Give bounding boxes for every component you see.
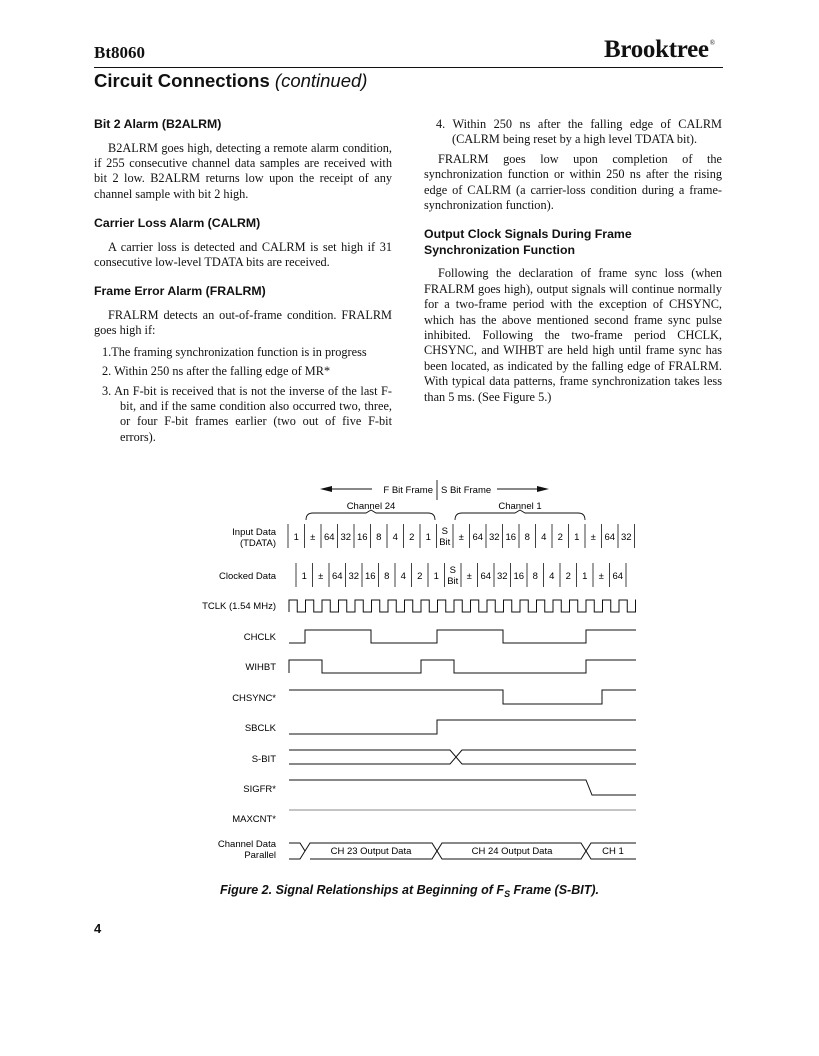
input-data-bit-label: 32 xyxy=(488,532,500,543)
clocked-data-bit-label: 1 xyxy=(301,571,307,582)
fralrm-conditions xyxy=(94,345,392,445)
clocked-data-bit-label: 1 xyxy=(582,571,588,582)
input-data-bit-label: 1 xyxy=(293,532,299,543)
wihbt-waveform xyxy=(289,660,636,673)
clocked-data-bit-label: 32 xyxy=(348,571,360,582)
caption-suffix: Frame (S-BIT). xyxy=(510,883,599,897)
chclk-label: CHCLK xyxy=(243,632,276,643)
input-data-bit-label: 4 xyxy=(541,532,547,543)
input-data-bit-label: Bit xyxy=(439,537,451,548)
clocked-data-bit-label: 1 xyxy=(433,571,439,582)
clocked-data-bit-label: 4 xyxy=(549,571,555,582)
list-item: 4. Within 250 ns after the falling edge of CALRM (CALRM being reset by a high level TDATA bit). xyxy=(436,117,722,147)
sbit-waveform xyxy=(289,750,636,764)
input-data-label: Input Data xyxy=(232,527,276,538)
channel-data-sublabel: Parallel xyxy=(244,850,276,861)
fralrm-section xyxy=(94,284,392,445)
header-rule xyxy=(94,67,723,68)
input-data-bit-label: 32 xyxy=(620,532,632,543)
frame-right-label: S Bit Frame xyxy=(441,485,492,496)
chsync-label: CHSYNC* xyxy=(232,693,276,704)
brand-logo xyxy=(604,36,715,64)
section-title xyxy=(94,70,367,92)
clocked-data-bit-label: 64 xyxy=(480,571,492,582)
output-clock-heading: Output Clock Signals During Frame Synchronization Function xyxy=(424,227,632,257)
bus-value-ch23: CH 23 Output Data xyxy=(330,846,412,857)
sigfr-waveform xyxy=(289,780,636,795)
waveforms xyxy=(289,630,636,859)
input-data-bit-label: 1 xyxy=(425,532,431,543)
sbclk-waveform xyxy=(289,720,636,734)
input-data-bit-label: 1 xyxy=(574,532,580,543)
clocked-data-bit-label: 64 xyxy=(612,571,624,582)
input-data-bit-label: ± xyxy=(590,532,596,543)
brand-name: Brooktree xyxy=(604,36,709,63)
clocked-data-bit-label: 32 xyxy=(496,571,508,582)
clocked-data-bit-label: ± xyxy=(598,571,604,582)
input-data-sublabel: (TDATA) xyxy=(239,538,276,549)
channel-left-label: Channel 24 xyxy=(346,501,396,512)
input-data-bit-label: 8 xyxy=(524,532,530,543)
registered-mark: ® xyxy=(709,38,715,47)
section-title-suffix: (continued) xyxy=(274,70,368,91)
left-column xyxy=(94,117,392,459)
input-data-bit-label: 4 xyxy=(392,532,398,543)
frame-arrow-left-head xyxy=(320,486,332,492)
input-data-bit-label: ± xyxy=(458,532,464,543)
caption-prefix: Figure 2. Signal Relationships at Beginning of F xyxy=(220,883,505,897)
sbclk-label: SBCLK xyxy=(244,723,276,734)
tclk-waveform xyxy=(289,600,636,612)
chclk-waveform xyxy=(289,630,636,643)
fralrm-body: FRALRM detects an out-of-frame condition. FRALRM goes high if: xyxy=(94,307,392,338)
input-data-bit-label: 32 xyxy=(340,532,352,543)
timing-diagram xyxy=(0,470,819,880)
list-item: 1.The framing synchronization function is in progress xyxy=(102,344,367,359)
input-data-bit-label: 8 xyxy=(376,532,382,543)
clocked-data-bit-label: ± xyxy=(318,571,324,582)
caption-subscript: S xyxy=(504,889,511,899)
clocked-data-label: Clocked Data xyxy=(218,571,276,582)
calrm-section xyxy=(94,216,392,270)
clocked-data-bit-label: 8 xyxy=(384,571,390,582)
bus-values xyxy=(331,846,624,857)
b2alrm-body: B2ALRM goes high, detecting a remote alarm condition, if 255 consecutive channel data samples are received with bit 2 low. B2ALRM returns low upon the receipt of any channel sample with bit 2 high. xyxy=(94,140,392,201)
page-number: 4 xyxy=(94,921,102,936)
bus-value-ch1: CH 1 xyxy=(602,846,624,857)
input-data-bit-label: 2 xyxy=(409,532,415,543)
clocked-data-bit-label: 16 xyxy=(364,571,376,582)
input-data-bit-label: 64 xyxy=(323,532,335,543)
clocked-data-bit-label: 4 xyxy=(400,571,406,582)
output-clock-body: Following the declaration of frame sync loss (when FRALRM goes high), output signals will continue normally for a two-frame period with the exception of CHSYNC, which has the above mentioned second frame sync pulse inhibited. Following the two-frame period CHCLK, CHSYNC, and WIHBT are held high until frame sync has been located, as indicated by the falling edge of FRALRM. With typical data patterns, frame synchronization takes less than 5 ms. (See Figure 5.) xyxy=(424,266,722,404)
list-item: 2. Within 250 ns after the falling edge of MR* xyxy=(102,364,331,379)
clocked-data-bit-label: 2 xyxy=(565,571,571,582)
wihbt-label: WIHBT xyxy=(245,662,276,673)
clocked-data-bit-label: 16 xyxy=(513,571,525,582)
sigfr-label: SIGFR* xyxy=(243,784,276,795)
part-number: Bt8060 xyxy=(94,43,145,62)
clocked-data-bit-label: 2 xyxy=(417,571,423,582)
clocked-data-bit-label: S xyxy=(449,565,456,576)
clocked-data-bit-label: 8 xyxy=(532,571,538,582)
tclk-label: TCLK (1.54 MHz) xyxy=(202,601,276,612)
b2alrm-section xyxy=(94,117,392,202)
calrm-body: A carrier loss is detected and CALRM is set high if 31 consecutive low-level TDATA bits are received. xyxy=(94,239,392,270)
clocked-data-bit-label: Bit xyxy=(447,576,459,587)
bus-value-ch24: CH 24 Output Data xyxy=(471,846,553,857)
maxcnt-label: MAXCNT* xyxy=(232,814,276,825)
clocked-data-bit-label: ± xyxy=(466,571,472,582)
figure-caption xyxy=(0,883,819,899)
calrm-heading: Carrier Loss Alarm (CALRM) xyxy=(94,216,261,231)
input-data-bit-label: ± xyxy=(310,532,316,543)
fralrm-heading: Frame Error Alarm (FRALRM) xyxy=(94,284,266,299)
b2alrm-heading: Bit 2 Alarm (B2ALRM) xyxy=(94,117,222,131)
right-column xyxy=(424,117,722,419)
clocked-data-bit-label: 64 xyxy=(331,571,343,582)
fralrm-low-body: FRALRM goes low upon completion of the synchronization function or within 250 ns after the rising edge of CALRM (a carrier-loss condition during a frame-synchronization function). xyxy=(424,151,722,213)
signal-labels xyxy=(202,527,277,861)
list-item: 3. An F-bit is received that is not the inverse of the last F-bit, and if the same condition also occurred two, three, or four F-bit frames earlier (two out of five F-bit errors). xyxy=(102,383,392,444)
sbit-label: S-BIT xyxy=(251,754,276,765)
input-data-bit-label: 64 xyxy=(604,532,616,543)
output-clock-section xyxy=(424,227,722,405)
fralrm-low-section xyxy=(424,152,722,214)
section-title-text: Circuit Connections xyxy=(94,70,270,91)
clocked-data-row xyxy=(296,563,626,587)
channel-right-label: Channel 1 xyxy=(498,501,542,512)
input-data-bit-label: S xyxy=(441,526,448,537)
input-data-bit-label: 2 xyxy=(557,532,563,543)
input-data-bit-label: 16 xyxy=(505,532,517,543)
chsync-waveform xyxy=(289,690,636,704)
frame-left-label: F Bit Frame xyxy=(383,485,433,496)
input-data-bit-label: 16 xyxy=(356,532,368,543)
input-data-bit-label: 64 xyxy=(472,532,484,543)
frame-arrow-right-head xyxy=(537,486,549,492)
channel-data-label: Channel Data xyxy=(217,839,276,850)
frame-header xyxy=(306,480,585,520)
input-data-row xyxy=(288,524,635,548)
